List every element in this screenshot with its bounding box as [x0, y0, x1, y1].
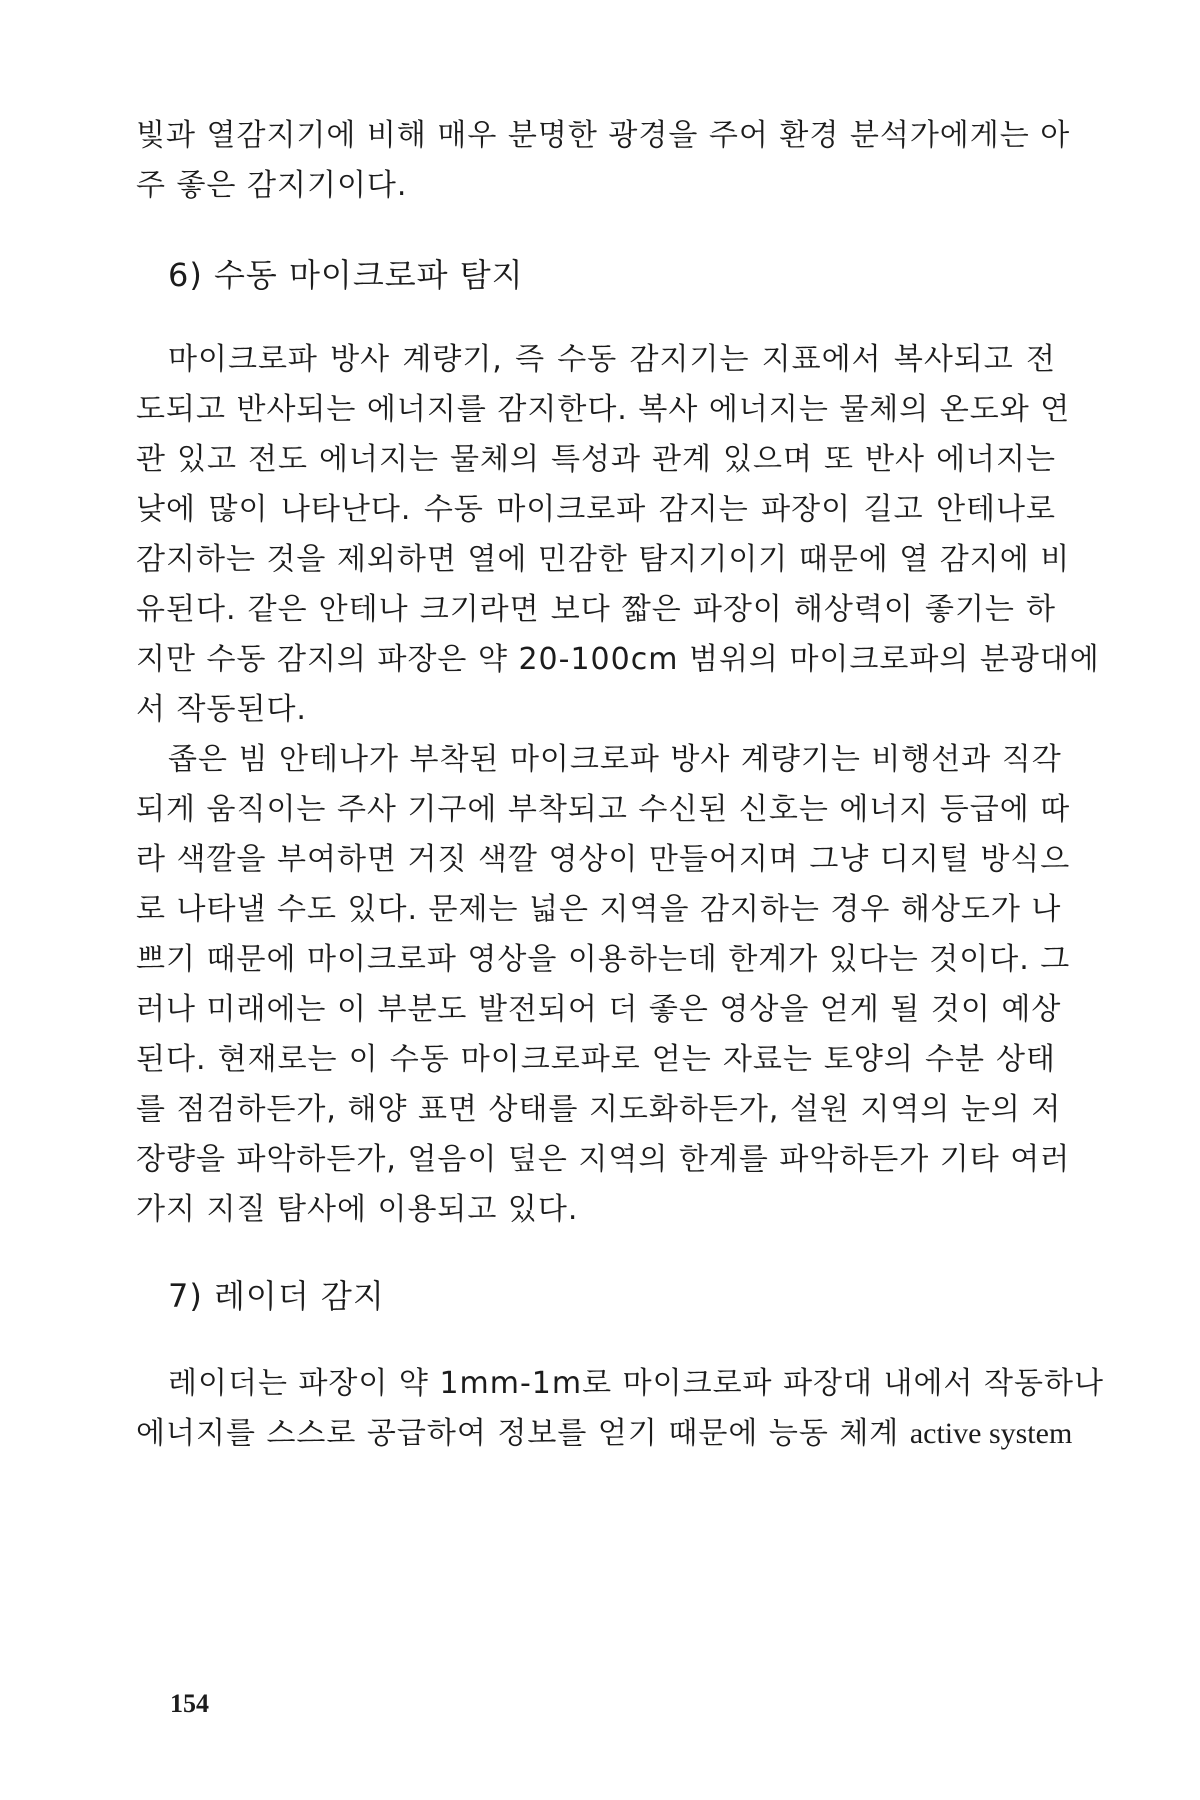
body-text-line: 러나 미래에는 이 부분도 발전되어 더 좋은 영상을 얻게 될 것이 예상	[136, 992, 1062, 1027]
body-text-line: 관 있고 전도 에너지는 물체의 특성과 관계 있으며 또 반사 에너지는	[136, 442, 1056, 477]
body-text-line: 를 점검하든가, 해양 표면 상태를 지도화하든가, 설원 지역의 눈의 저	[136, 1092, 1062, 1127]
body-text-line: 낮에 많이 나타난다. 수동 마이크로파 감지는 파장이 길고 안테나로	[136, 492, 1056, 527]
body-text-line: 된다. 현재로는 이 수동 마이크로파로 얻는 자료는 토양의 수분 상태	[136, 1042, 1056, 1077]
body-text-line: 빛과 열감지기에 비해 매우 분명한 광경을 주어 환경 분석가에게는 아	[136, 118, 1071, 153]
section-heading: 6) 수동 마이크로파 탐지	[168, 256, 524, 294]
body-text-line: 로 나타낼 수도 있다. 문제는 넓은 지역을 감지하는 경우 해상도가 나	[136, 892, 1062, 927]
body-text-line: 레이더는 파장이 약 1mm-1m로 마이크로파 파장대 내에서 작동하나	[168, 1366, 1104, 1401]
body-text-line: 서 작동된다.	[136, 692, 307, 727]
body-text-line: 좁은 빔 안테나가 부착된 마이크로파 방사 계량기는 비행선과 직각	[168, 742, 1062, 777]
section-heading: 7) 레이더 감지	[168, 1277, 385, 1315]
body-text-line: 유된다. 같은 안테나 크기라면 보다 짧은 파장이 해상력이 좋기는 하	[136, 592, 1056, 627]
body-text-line	[136, 1414, 1073, 1454]
body-text-korean: 에너지를 스스로 공급하여 정보를 얻기 때문에 능동 체계	[136, 1416, 900, 1451]
page-number: 154	[170, 1689, 209, 1718]
body-text-line: 마이크로파 방사 계량기, 즉 수동 감지기는 지표에서 복사되고 전	[168, 342, 1056, 377]
body-text-line: 도되고 반사되는 에너지를 감지한다. 복사 에너지는 물체의 온도와 연	[136, 392, 1071, 427]
body-text-line: 주 좋은 감지기이다.	[136, 168, 408, 203]
body-text-line: 지만 수동 감지의 파장은 약 20-100cm 범위의 마이크로파의 분광대에	[136, 642, 1100, 677]
body-text-line: 쁘기 때문에 마이크로파 영상을 이용하는데 한계가 있다는 것이다. 그	[136, 942, 1071, 977]
body-text-line: 가지 지질 탐사에 이용되고 있다.	[136, 1192, 579, 1227]
body-text-english-term: active system	[909, 1417, 1073, 1450]
body-text-line: 장량을 파악하든가, 얼음이 덮은 지역의 한계를 파악하든가 기타 여러	[136, 1142, 1071, 1177]
body-text-line: 감지하는 것을 제외하면 열에 민감한 탐지기이기 때문에 열 감지에 비	[136, 542, 1071, 577]
body-text-line: 라 색깔을 부여하면 거짓 색깔 영상이 만들어지며 그냥 디지털 방식으	[136, 842, 1071, 877]
body-text-line: 되게 움직이는 주사 기구에 부착되고 수신된 신호는 에너지 등급에 따	[136, 792, 1071, 827]
